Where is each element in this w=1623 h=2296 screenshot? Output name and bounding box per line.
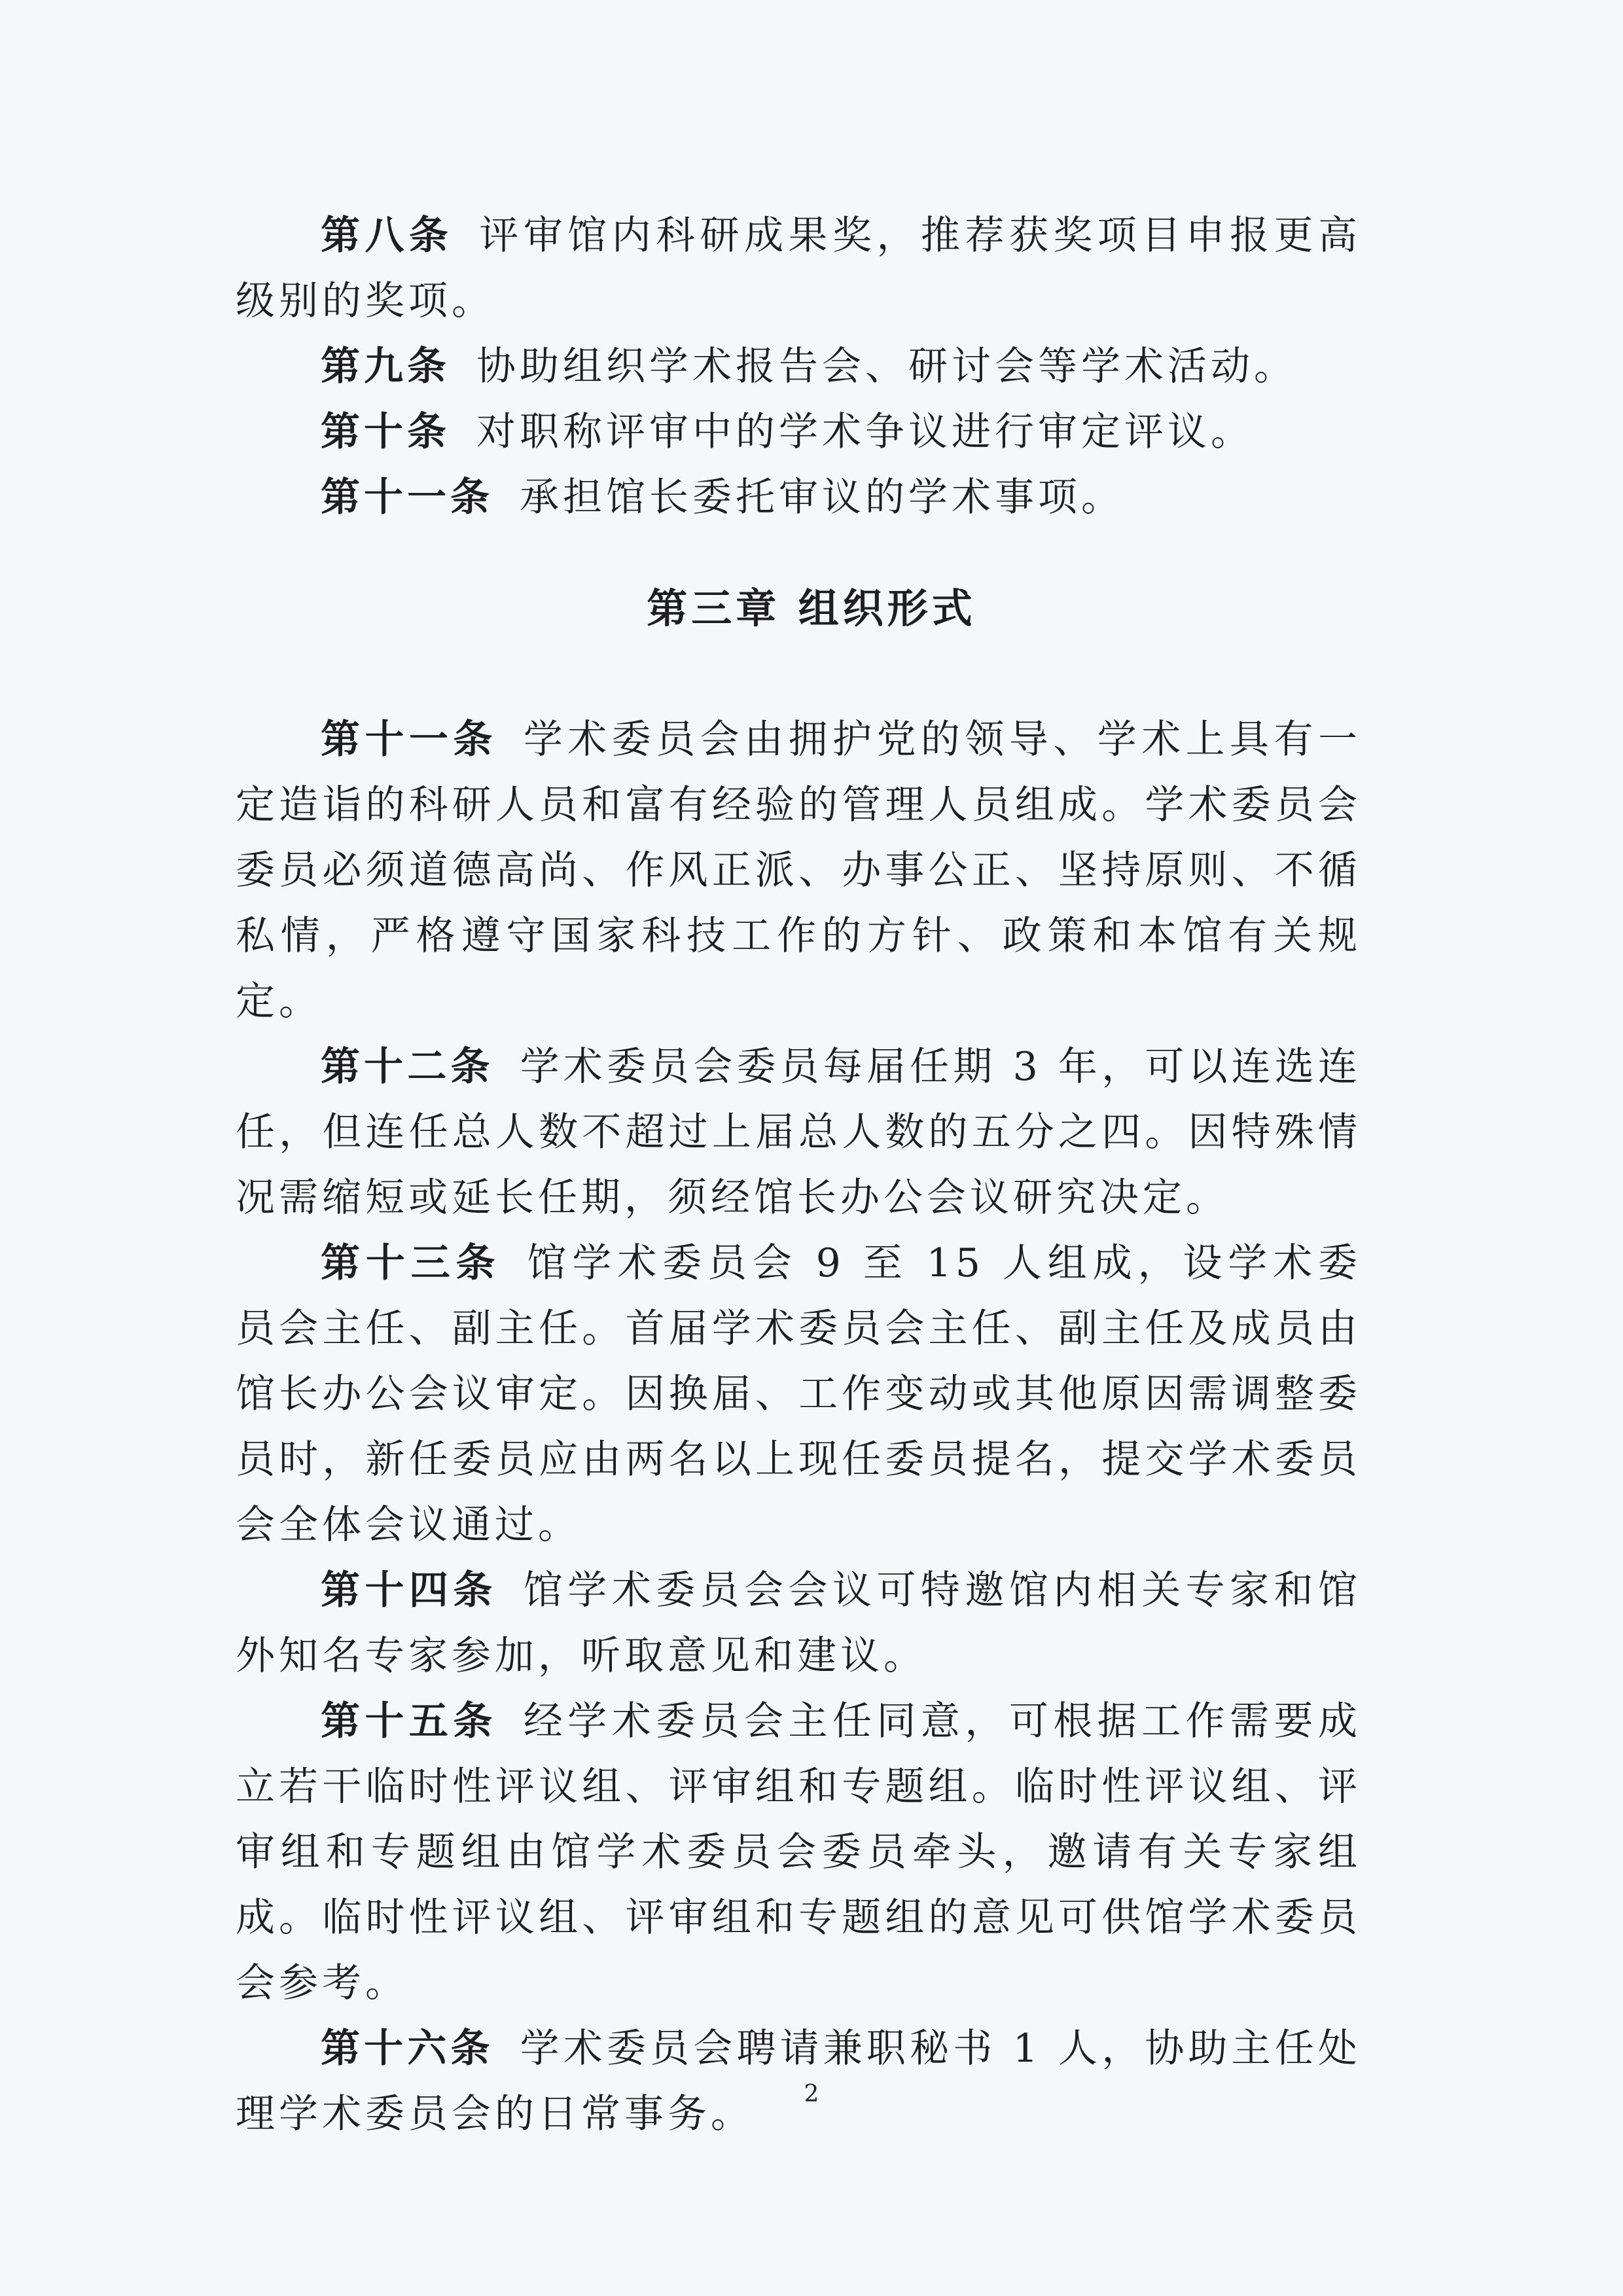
article-text: 馆学术委员会会议可特邀馆内相关专家和馆外知名专家参加，听取意见和建议。 xyxy=(236,1568,1362,1679)
article-number: 第十一条 xyxy=(321,475,493,520)
article-number: 第十二条 xyxy=(321,1044,494,1090)
article-15 xyxy=(236,1689,1361,2016)
article-text: 承担馆长委托审议的学术事项。 xyxy=(520,475,1124,520)
top-articles-section xyxy=(236,203,1361,530)
article-number: 第八条 xyxy=(321,213,454,259)
article-10 xyxy=(236,399,1361,465)
article-text: 对职称评审中的学术争议进行审定评议。 xyxy=(476,409,1254,455)
article-text: 学术委员会委员每届任期 3 年，可以连选连任，但连任总人数不超过上届总人数的五分之四。因特殊情况需缩短或延长任期，须经馆长办公会议研究决定。 xyxy=(236,1044,1361,1221)
page-number: 2 xyxy=(804,2081,819,2108)
article-text: 学术委员会聘请兼职秘书 1 人，协助主任处理学术委员会的日常事务。 xyxy=(236,2026,1361,2137)
article-number: 第九条 xyxy=(321,344,450,389)
article-13 xyxy=(236,1230,1361,1558)
chapter-title: 第三章 组织形式 xyxy=(647,584,976,632)
article-8 xyxy=(236,203,1361,334)
article-text: 馆学术委员会 9 至 15 人组成，设学术委员会主任、副主任。首届学术委员会主任、副主任及成员由馆长办公会议审定。因换届、工作变动或其他原因需调整委员时，新任委员应由两名以上现任委员提名，提交学术委员会全体会议通过。 xyxy=(236,1240,1362,1548)
article-11-second xyxy=(236,707,1361,1034)
article-text: 评审馆内科研成果奖，推荐获奖项目申报更高级别的奖项。 xyxy=(236,213,1362,324)
article-number: 第十四条 xyxy=(321,1568,497,1613)
article-number: 第十五条 xyxy=(321,1698,497,1744)
article-text: 学术委员会由拥护党的领导、学术上具有一定造诣的科研人员和富有经验的管理人员组成。学术委员会委员必须道德高尚、作风正派、办事公正、坚持原则、不循私情，严格遵守国家科技工作的方针、政策和本馆有关规定。 xyxy=(236,717,1362,1024)
chapter-articles-section xyxy=(236,707,1361,2147)
article-9 xyxy=(236,334,1361,399)
article-11-first xyxy=(236,465,1361,530)
article-number: 第十三条 xyxy=(321,1240,501,1286)
article-number: 第十一条 xyxy=(321,717,497,762)
article-text: 经学术委员会主任同意，可根据工作需要成立若干临时性评议组、评审组和专题组。临时性评议组、评审组和专题组由馆学术委员会委员牵头，邀请有关专家组成。临时性评议组、评审组和专题组的意见可供馆学术委员会参考。 xyxy=(236,1698,1362,2006)
article-number: 第十六条 xyxy=(321,2026,494,2072)
article-14 xyxy=(236,1558,1361,1689)
article-text: 协助组织学术报告会、研讨会等学术活动。 xyxy=(476,344,1297,389)
article-12 xyxy=(236,1034,1361,1230)
article-number: 第十条 xyxy=(321,409,450,455)
